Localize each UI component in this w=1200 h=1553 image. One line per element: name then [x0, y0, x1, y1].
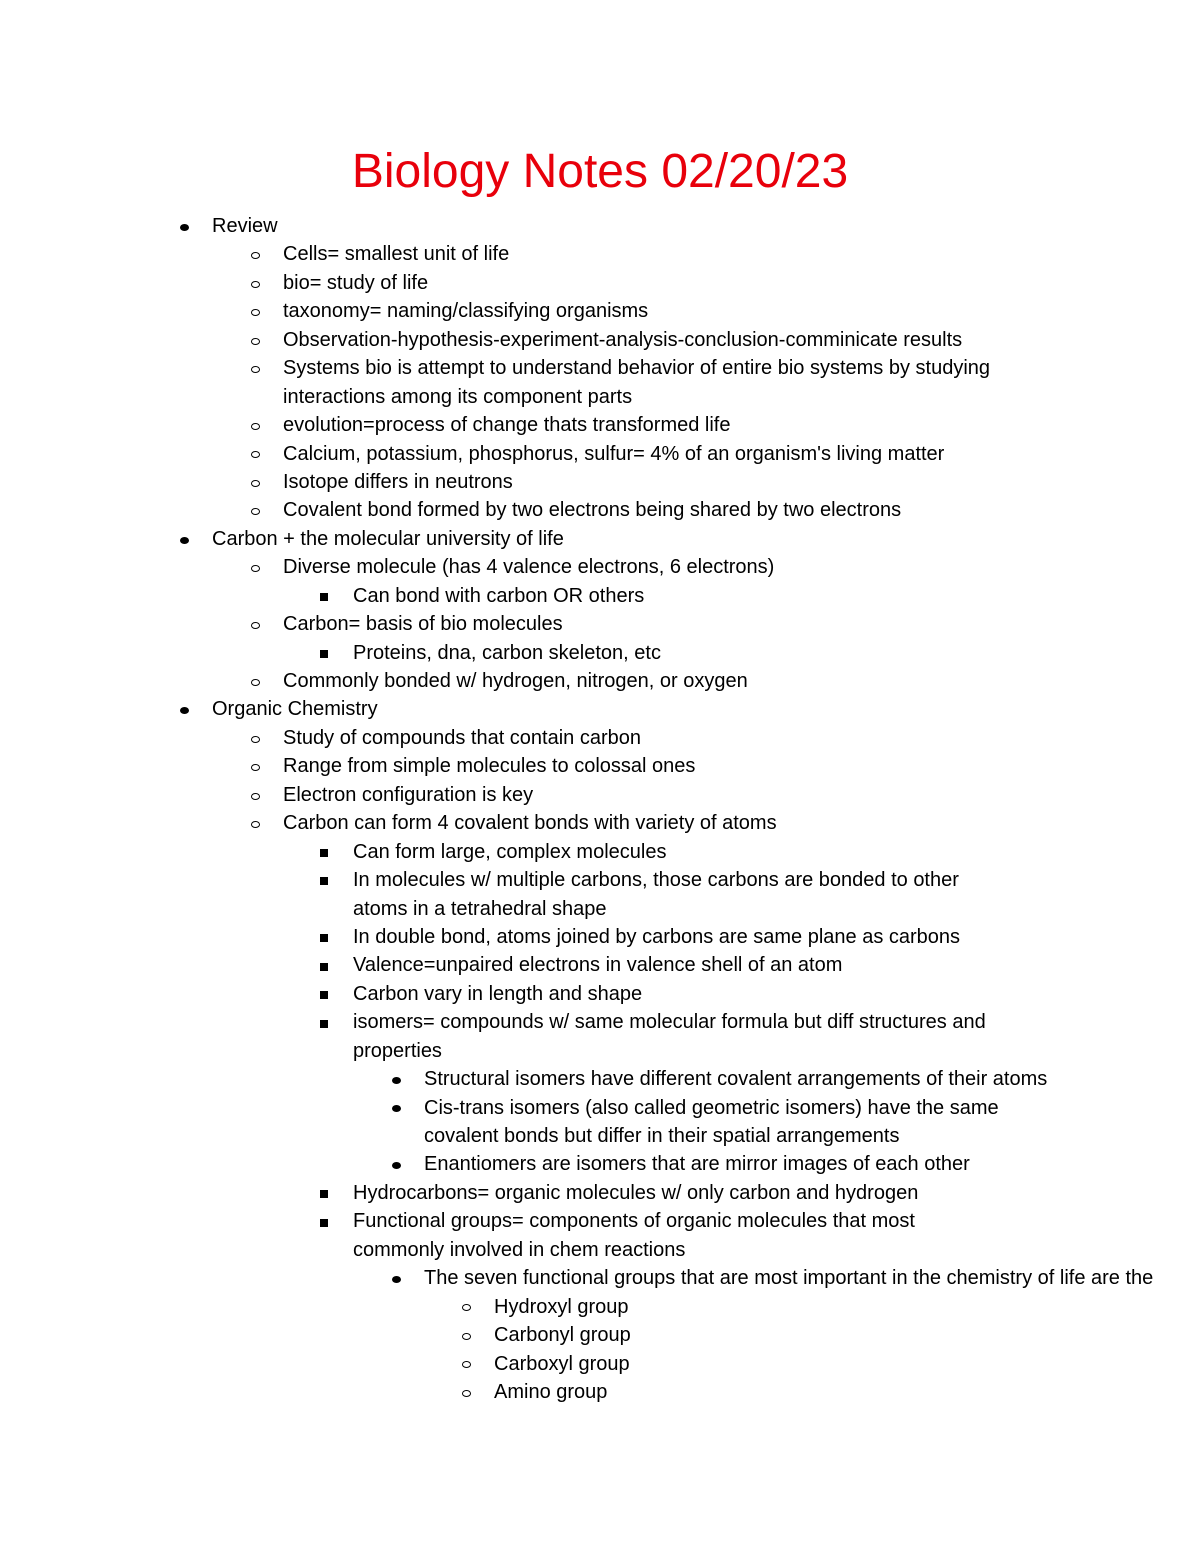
notes-list	[0, 212, 1200, 1406]
hollow-circle-bullet-icon	[245, 269, 265, 297]
hollow-circle-bullet-icon	[245, 809, 265, 837]
list-item-text: In molecules w/ multiple carbons, those carbons are bonded to other	[353, 869, 959, 892]
list-item-text: Hydroxyl group	[494, 1295, 629, 1318]
list-item-text: Commonly bonded w/ hydrogen, nitrogen, or oxygen	[283, 670, 748, 692]
list-item	[0, 383, 1200, 411]
list-item-text: Functional groups= components of organic molecules that most	[353, 1210, 915, 1233]
list-item-text: Electron configuration is key	[283, 783, 534, 806]
hollow-circle-bullet-icon	[245, 468, 265, 496]
square-bullet-icon	[314, 1207, 334, 1235]
list-item-text: Carbon can form 4 covalent bonds with variety of atoms	[283, 812, 777, 835]
list-item	[0, 1236, 1200, 1264]
list-item-text: Observation-hypothesis-experiment-analysis-conclusion-comminicate results	[283, 328, 963, 351]
list-item	[0, 1350, 1200, 1378]
list-item-text: The seven functional groups that are most important in the chemistry of life are the	[424, 1267, 1154, 1290]
square-bullet-icon	[314, 1008, 334, 1036]
list-item	[0, 895, 1200, 923]
list-item	[0, 639, 1200, 667]
hollow-circle-bullet-icon	[245, 724, 265, 752]
list-item	[0, 1065, 1200, 1093]
list-item-text: commonly involved in chem reactions	[353, 1238, 686, 1261]
list-item	[0, 354, 1200, 382]
list-item-text: Enantiomers are isomers that are mirror images of each other	[424, 1153, 970, 1176]
list-item-text: covalent bonds but differ in their spatial arrangements	[424, 1125, 900, 1147]
list-item	[0, 1150, 1200, 1178]
list-item-text: properties	[353, 1039, 442, 1062]
square-bullet-icon	[314, 980, 334, 1008]
list-item	[0, 1122, 1200, 1150]
list-item	[0, 269, 1200, 297]
hollow-circle-bullet-icon	[456, 1293, 476, 1321]
page-title: Biology Notes 02/20/23	[351, 145, 849, 198]
list-item	[0, 212, 1200, 240]
list-item-text: Review	[212, 215, 278, 237]
list-item	[0, 496, 1200, 524]
list-item-text: Carbonyl group	[494, 1324, 631, 1347]
list-item	[0, 923, 1200, 951]
list-item-text: Can form large, complex molecules	[353, 840, 667, 863]
filled-circle-bullet-icon	[386, 1065, 406, 1093]
list-item-text: Carbon= basis of bio molecules	[283, 613, 563, 636]
list-item-text: evolution=process of change thats transformed life	[283, 414, 731, 437]
list-item-text: Calcium, potassium, phosphorus, sulfur= 4% of an organism's living matter	[283, 442, 945, 465]
list-item	[0, 326, 1200, 354]
list-item	[0, 781, 1200, 809]
list-item	[0, 411, 1200, 439]
list-item	[0, 468, 1200, 496]
filled-circle-bullet-icon	[386, 1150, 406, 1178]
list-item	[0, 1094, 1200, 1122]
list-item-text: Organic Chemistry	[212, 698, 378, 721]
list-item-text: Cis-trans isomers (also called geometric isomers) have the same	[424, 1096, 999, 1119]
hollow-circle-bullet-icon	[245, 610, 265, 638]
list-item-text: Hydrocarbons= organic molecules w/ only carbon and hydrogen	[353, 1181, 919, 1204]
list-item	[0, 525, 1200, 553]
list-item	[0, 1207, 1200, 1235]
filled-circle-bullet-icon	[174, 525, 194, 553]
list-item	[0, 866, 1200, 894]
list-item-text: Carbon + the molecular university of life	[212, 527, 564, 550]
list-item	[0, 610, 1200, 638]
list-item-text: Range from simple molecules to colossal ones	[283, 755, 696, 778]
hollow-circle-bullet-icon	[245, 752, 265, 780]
list-item	[0, 240, 1200, 268]
list-item-text: Valence=unpaired electrons in valence shell of an atom	[353, 954, 843, 977]
hollow-circle-bullet-icon	[456, 1350, 476, 1378]
list-item	[0, 1264, 1200, 1292]
list-item-text: Systems bio is attempt to understand behavior of entire bio systems by studying	[283, 357, 991, 380]
list-item-text: bio= study of life	[283, 271, 429, 294]
list-item	[0, 980, 1200, 1008]
list-item	[0, 440, 1200, 468]
hollow-circle-bullet-icon	[245, 667, 265, 695]
hollow-circle-bullet-icon	[245, 496, 265, 524]
list-item-text: Amino group	[494, 1380, 608, 1403]
list-item	[0, 1293, 1200, 1321]
list-item-text: Can bond with carbon OR others	[353, 584, 645, 607]
filled-circle-bullet-icon	[174, 695, 194, 723]
list-item	[0, 695, 1200, 723]
list-item	[0, 838, 1200, 866]
square-bullet-icon	[314, 1179, 334, 1207]
list-item-text: Diverse molecule (has 4 valence electrons, 6 electrons)	[283, 556, 775, 579]
filled-circle-bullet-icon	[386, 1264, 406, 1292]
hollow-circle-bullet-icon	[245, 411, 265, 439]
list-item	[0, 1378, 1200, 1406]
list-item-text: Proteins, dna, carbon skeleton, etc	[353, 641, 661, 664]
list-item	[0, 667, 1200, 695]
list-item-text: In double bond, atoms joined by carbons are same plane as carbons	[353, 925, 961, 948]
hollow-circle-bullet-icon	[245, 240, 265, 268]
square-bullet-icon	[314, 639, 334, 667]
hollow-circle-bullet-icon	[245, 440, 265, 468]
list-item	[0, 951, 1200, 979]
list-item-text: Cells= smallest unit of life	[283, 243, 510, 266]
square-bullet-icon	[314, 866, 334, 894]
square-bullet-icon	[314, 582, 334, 610]
list-item-text: Carbon vary in length and shape	[353, 982, 643, 1005]
list-item-text: isomers= compounds w/ same molecular formula but diff structures and	[353, 1011, 986, 1034]
hollow-circle-bullet-icon	[245, 553, 265, 581]
list-item	[0, 1037, 1200, 1065]
list-item-text: atoms in a tetrahedral shape	[353, 897, 607, 920]
list-item-text: Structural isomers have different covalent arrangements of their atoms	[424, 1068, 1048, 1091]
square-bullet-icon	[314, 838, 334, 866]
list-item-text: Study of compounds that contain carbon	[283, 726, 642, 749]
list-item	[0, 1008, 1200, 1036]
hollow-circle-bullet-icon	[245, 297, 265, 325]
filled-circle-bullet-icon	[174, 212, 194, 240]
list-item	[0, 1179, 1200, 1207]
list-item-text: taxonomy= naming/classifying organisms	[283, 300, 649, 323]
list-item-text: interactions among its component parts	[283, 385, 633, 408]
hollow-circle-bullet-icon	[245, 781, 265, 809]
hollow-circle-bullet-icon	[456, 1321, 476, 1349]
square-bullet-icon	[314, 951, 334, 979]
list-item	[0, 724, 1200, 752]
square-bullet-icon	[314, 923, 334, 951]
list-item	[0, 1321, 1200, 1349]
list-item-text: Covalent bond formed by two electrons being shared by two electrons	[283, 499, 902, 522]
list-item-text: Carboxyl group	[494, 1352, 630, 1375]
list-item	[0, 809, 1200, 837]
list-item	[0, 553, 1200, 581]
list-item	[0, 582, 1200, 610]
list-item-text: Isotope differs in neutrons	[283, 470, 513, 493]
hollow-circle-bullet-icon	[456, 1378, 476, 1406]
list-item	[0, 752, 1200, 780]
list-item	[0, 297, 1200, 325]
filled-circle-bullet-icon	[386, 1094, 406, 1122]
hollow-circle-bullet-icon	[245, 354, 265, 382]
hollow-circle-bullet-icon	[245, 326, 265, 354]
